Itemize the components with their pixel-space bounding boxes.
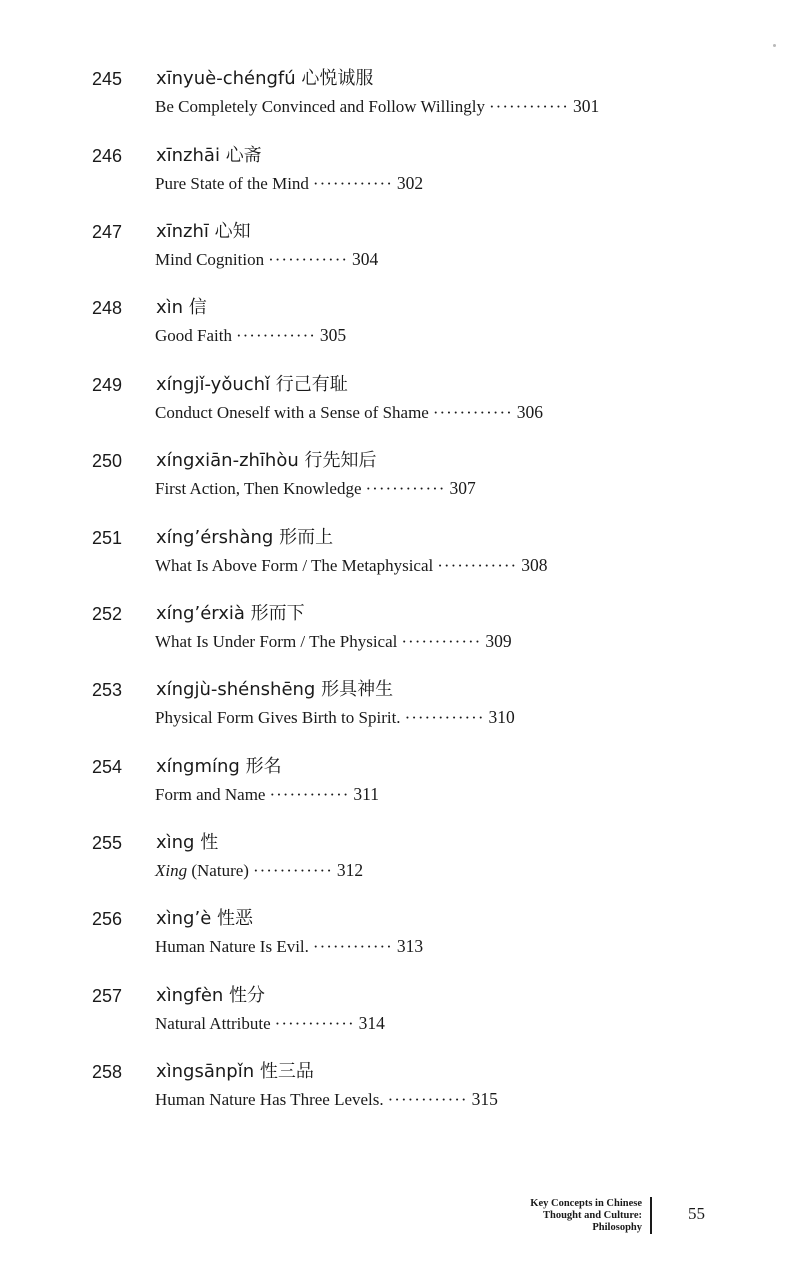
index-entry-254 bbox=[0, 756, 800, 816]
entry-pinyin: xíng’érxià bbox=[156, 603, 245, 624]
dot-leader: ············ bbox=[404, 708, 485, 727]
entry-number: 258 bbox=[92, 1062, 123, 1082]
entry-hanzi: 心悦诚服 bbox=[301, 68, 374, 89]
entry-translation-line bbox=[155, 1088, 498, 1111]
entry-number: 246 bbox=[92, 146, 123, 166]
entry-pinyin: xìn bbox=[156, 297, 184, 318]
entry-term bbox=[156, 145, 262, 167]
entry-hanzi: 形而上 bbox=[279, 527, 334, 548]
entry-translation-line bbox=[155, 859, 363, 882]
entry-hanzi: 行己有耻 bbox=[275, 374, 348, 395]
entry-number: 252 bbox=[92, 604, 123, 624]
index-entry-256 bbox=[0, 908, 800, 968]
entry-pinyin: xìngfèn bbox=[156, 985, 224, 1006]
entry-hanzi: 性 bbox=[200, 832, 219, 853]
entry-translation-italic: Xing bbox=[155, 861, 188, 880]
entry-hanzi: 心斋 bbox=[225, 145, 262, 166]
dot-leader: ············ bbox=[235, 326, 316, 345]
entry-translation-line bbox=[155, 935, 423, 958]
dot-leader: ············ bbox=[432, 403, 513, 422]
entry-translation: Conduct Oneself with a Sense of Shame bbox=[155, 403, 429, 422]
index-entry-251 bbox=[0, 527, 800, 587]
entry-term bbox=[156, 374, 348, 396]
dot-leader: ············ bbox=[489, 97, 569, 116]
entry-pinyin: xìngsānpǐn bbox=[156, 1061, 255, 1082]
index-entry-252 bbox=[0, 603, 800, 663]
entry-page: 313 bbox=[396, 936, 424, 956]
entry-translation: Human Nature Has Three Levels. bbox=[155, 1090, 384, 1109]
entry-translation: Mind Cognition bbox=[155, 250, 265, 269]
dot-leader: ············ bbox=[365, 479, 446, 498]
index-entry-245 bbox=[0, 68, 800, 128]
entry-page: 315 bbox=[471, 1089, 498, 1109]
entry-hanzi: 形名 bbox=[245, 756, 282, 777]
entry-translation-line bbox=[155, 630, 512, 653]
entry-translation: Form and Name bbox=[155, 785, 266, 804]
entry-number: 250 bbox=[92, 451, 123, 471]
index-entry-246 bbox=[0, 145, 800, 205]
entry-translation-line bbox=[155, 172, 423, 195]
entry-pinyin: xíngxiān-zhīhòu bbox=[156, 450, 299, 471]
entry-hanzi: 行先知后 bbox=[304, 450, 377, 471]
entry-number: 256 bbox=[92, 909, 123, 929]
entry-number: 251 bbox=[92, 528, 123, 548]
index-entry-248 bbox=[0, 297, 800, 357]
entry-number: 253 bbox=[92, 680, 123, 700]
entry-term bbox=[156, 1061, 314, 1083]
entry-translation-line bbox=[155, 554, 547, 577]
entry-pinyin: xíng’érshàng bbox=[156, 527, 274, 548]
entry-page: 307 bbox=[449, 478, 476, 498]
footer-line-1: Key Concepts in Chinese bbox=[530, 1198, 642, 1209]
entry-translation-line bbox=[155, 324, 346, 347]
entry-translation: What Is Under Form / The Physical bbox=[155, 632, 398, 651]
entry-translation: Pure State of the Mind bbox=[155, 174, 309, 193]
entry-page: 308 bbox=[521, 555, 548, 575]
entry-term bbox=[156, 221, 251, 243]
entry-hanzi: 形具神生 bbox=[321, 679, 394, 700]
entry-number: 247 bbox=[92, 222, 123, 242]
entry-page: 302 bbox=[396, 173, 424, 193]
entry-term bbox=[156, 68, 373, 90]
entry-term bbox=[156, 527, 333, 549]
entry-page: 304 bbox=[352, 249, 379, 269]
entry-page: 314 bbox=[358, 1013, 385, 1033]
entry-pinyin: xíngmíng bbox=[156, 756, 240, 777]
entry-page: 311 bbox=[353, 784, 380, 804]
index-entry-250 bbox=[0, 450, 800, 510]
footer-line-2: Thought and Culture: bbox=[542, 1210, 642, 1221]
entry-pinyin: xīnzhī bbox=[156, 221, 209, 242]
entry-number: 245 bbox=[92, 69, 123, 89]
entry-pinyin: xíngjù-shénshēng bbox=[156, 679, 316, 700]
entry-term bbox=[156, 297, 207, 319]
entry-term bbox=[156, 603, 305, 625]
dot-leader: ············ bbox=[437, 556, 518, 575]
dot-leader: ············ bbox=[312, 174, 393, 193]
entry-term bbox=[156, 985, 265, 1007]
entry-translation: Human Nature Is Evil. bbox=[155, 937, 309, 956]
entry-number: 257 bbox=[92, 986, 123, 1006]
entry-pinyin: xīnyuè-chéngfú bbox=[156, 68, 296, 89]
index-entry-247 bbox=[0, 221, 800, 281]
entry-pinyin: xìng bbox=[156, 832, 195, 853]
entry-page: 305 bbox=[319, 325, 347, 345]
entry-hanzi: 性三品 bbox=[259, 1061, 314, 1082]
entry-number: 248 bbox=[92, 298, 123, 318]
scan-speck bbox=[773, 44, 776, 47]
entry-hanzi: 性恶 bbox=[217, 908, 254, 929]
footer-line-3: Philosophy bbox=[592, 1222, 642, 1233]
entry-page: 306 bbox=[516, 402, 544, 422]
entry-translation: Good Faith bbox=[155, 326, 232, 345]
entry-hanzi: 信 bbox=[188, 297, 207, 318]
entry-term bbox=[156, 832, 218, 854]
entry-translation-line bbox=[155, 783, 379, 806]
index-entry-257 bbox=[0, 985, 800, 1045]
dot-leader: ············ bbox=[387, 1090, 468, 1109]
entry-term bbox=[156, 450, 377, 472]
entry-page: 309 bbox=[485, 631, 512, 651]
entry-translation-line bbox=[155, 706, 515, 729]
entry-page: 301 bbox=[572, 96, 600, 116]
dot-leader: ············ bbox=[401, 632, 482, 651]
dot-leader: ············ bbox=[274, 1014, 355, 1033]
index-entry-249 bbox=[0, 374, 800, 434]
entry-number: 254 bbox=[92, 757, 123, 777]
entry-translation-line bbox=[155, 401, 543, 424]
entry-page: 310 bbox=[488, 707, 515, 727]
entry-number: 255 bbox=[92, 833, 123, 853]
entry-translation: Be Completely Convinced and Follow Willingly bbox=[155, 97, 486, 116]
entry-hanzi: 心知 bbox=[214, 221, 251, 242]
index-entry-253 bbox=[0, 679, 800, 739]
entry-translation: First Action, Then Knowledge bbox=[155, 479, 362, 498]
index-entry-255 bbox=[0, 832, 800, 892]
entry-translation: What Is Above Form / The Metaphysical bbox=[155, 556, 434, 575]
entry-hanzi: 形而下 bbox=[250, 603, 305, 624]
entry-translation-line bbox=[155, 248, 378, 271]
index-entry-258 bbox=[0, 1061, 800, 1121]
entry-term bbox=[156, 679, 393, 701]
entry-hanzi: 性分 bbox=[229, 985, 266, 1006]
dot-leader: ············ bbox=[252, 861, 333, 880]
entry-translation: (Nature) bbox=[187, 861, 249, 880]
running-footer-title bbox=[470, 1198, 642, 1234]
dot-leader: ············ bbox=[269, 785, 350, 804]
footer-divider bbox=[650, 1197, 652, 1234]
entry-translation-line bbox=[155, 95, 599, 118]
entry-term bbox=[156, 908, 253, 930]
dot-leader: ············ bbox=[312, 937, 393, 956]
entry-translation: Physical Form Gives Birth to Spirit. bbox=[155, 708, 401, 727]
entry-number: 249 bbox=[92, 375, 123, 395]
entry-translation-line bbox=[155, 1012, 385, 1035]
entry-pinyin: xíngjǐ-yǒuchǐ bbox=[156, 374, 271, 395]
entry-term bbox=[156, 756, 282, 778]
dot-leader: ············ bbox=[268, 250, 349, 269]
entry-pinyin: xìng’è bbox=[156, 908, 212, 929]
entry-translation-line bbox=[155, 477, 476, 500]
entry-pinyin: xīnzhāi bbox=[156, 145, 220, 166]
page-number: 55 bbox=[688, 1204, 705, 1223]
entry-page: 312 bbox=[336, 860, 364, 880]
entry-translation: Natural Attribute bbox=[155, 1014, 271, 1033]
